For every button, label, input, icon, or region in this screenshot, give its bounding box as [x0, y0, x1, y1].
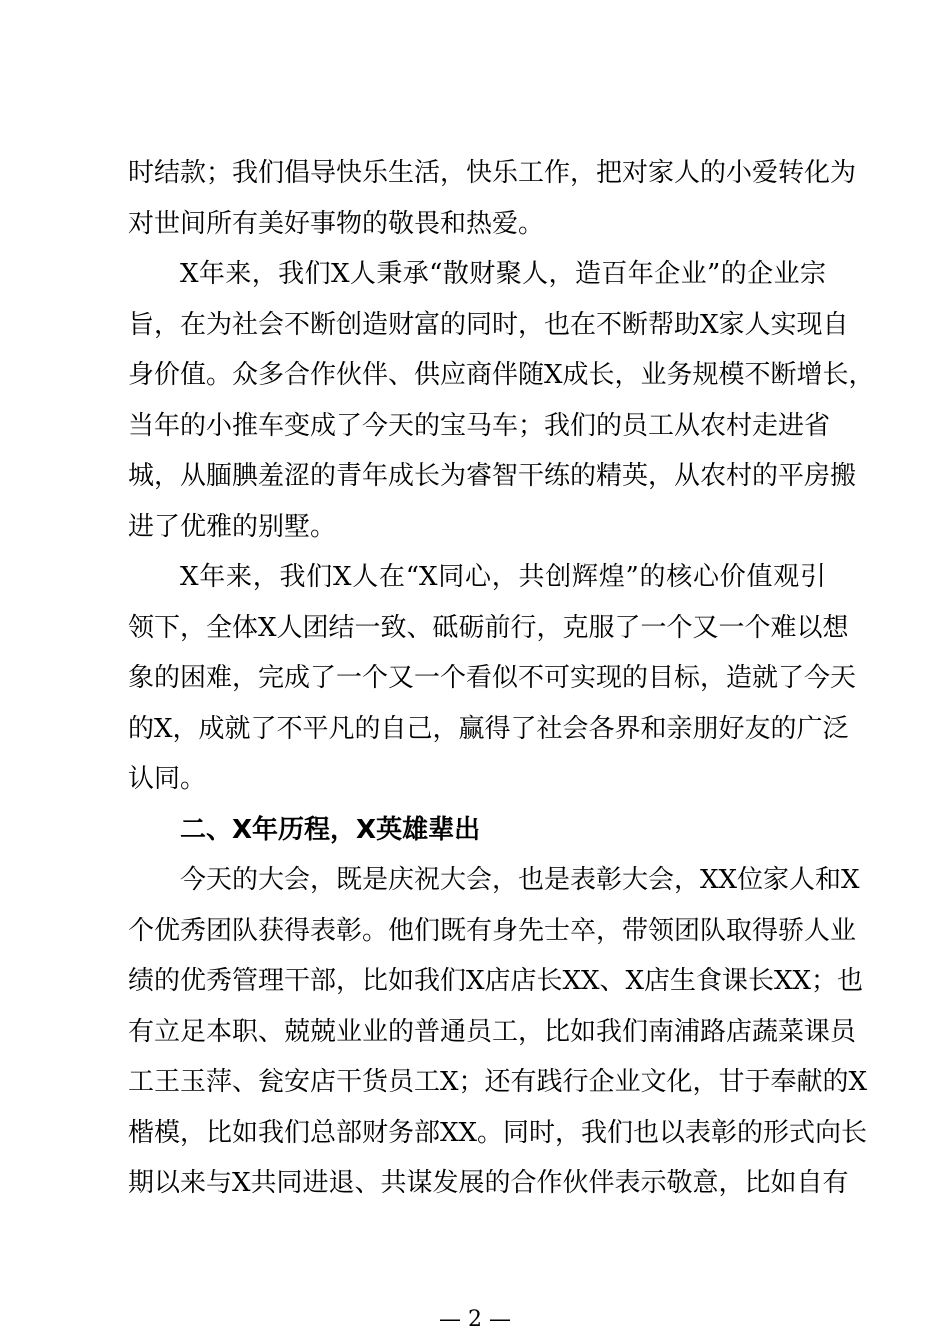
- paragraph: [128, 249, 875, 552]
- text-line: X年来，我们X人在“X同心，共创辉煌”的核心价值观引: [180, 562, 826, 592]
- text-line: 认同。: [128, 764, 207, 794]
- document-body: [128, 148, 875, 1209]
- text-line: 身价值。众多合作伙伴、供应商伴随X成长，业务规模不断增长，: [128, 360, 875, 390]
- text-line: 期以来与X共同进退、共谋发展的合作伙伴表示敬意，比如自有: [128, 1168, 849, 1198]
- text-line: 象的困难，完成了一个又一个看似不可实现的目标，造就了今天: [128, 663, 857, 693]
- text-line: 进了优雅的别墅。: [128, 511, 337, 542]
- paragraph: [128, 552, 857, 805]
- section-heading: 二、X年历程，X英雄辈出: [180, 814, 481, 845]
- text-line: 有立足本职、兢兢业业的普通员工，比如我们南浦路店蔬菜课员: [128, 1016, 857, 1047]
- text-line: 时结款；我们倡导快乐生活，快乐工作，把对家人的小爱转化为: [128, 158, 857, 188]
- text-line: 旨，在为社会不断创造财富的同时，也在不断帮助X家人实现自: [128, 309, 849, 340]
- text-line: 今天的大会，既是庆祝大会，也是表彰大会，XX位家人和X: [180, 865, 860, 895]
- text-line: 领下，全体X人团结一致、砥砺前行，克服了一个又一个难以想: [128, 612, 849, 643]
- text-line: 当年的小推车变成了今天的宝马车；我们的员工从农村走进省: [128, 410, 831, 441]
- page-number: — 2 —: [439, 1307, 511, 1332]
- paragraph: [128, 148, 857, 249]
- text-line: 楷模，比如我们总部财务部XX。同时，我们也以表彰的形式向长: [128, 1117, 868, 1148]
- text-line: 绩的优秀管理干部，比如我们X店店长XX、X店生食课长XX；也: [128, 966, 864, 996]
- text-line: 对世间所有美好事物的敬畏和热爱。: [128, 208, 545, 239]
- text-line: 的X，成就了不平凡的自己，赢得了社会各界和亲朋好友的广泛: [128, 713, 849, 744]
- text-line: 城，从腼腆羞涩的青年成长为睿智干练的精英，从农村的平房搬: [128, 461, 857, 491]
- text-line: 个优秀团队获得表彰。他们既有身先士卒，带领团队取得骄人业: [128, 915, 857, 946]
- text-line: 工王玉萍、瓮安店干货员工X；还有践行企业文化，甘于奉献的X: [128, 1067, 868, 1097]
- text-line: X年来，我们X人秉承“散财聚人，造百年企业”的企业宗: [180, 259, 826, 289]
- paragraph: [128, 855, 868, 1209]
